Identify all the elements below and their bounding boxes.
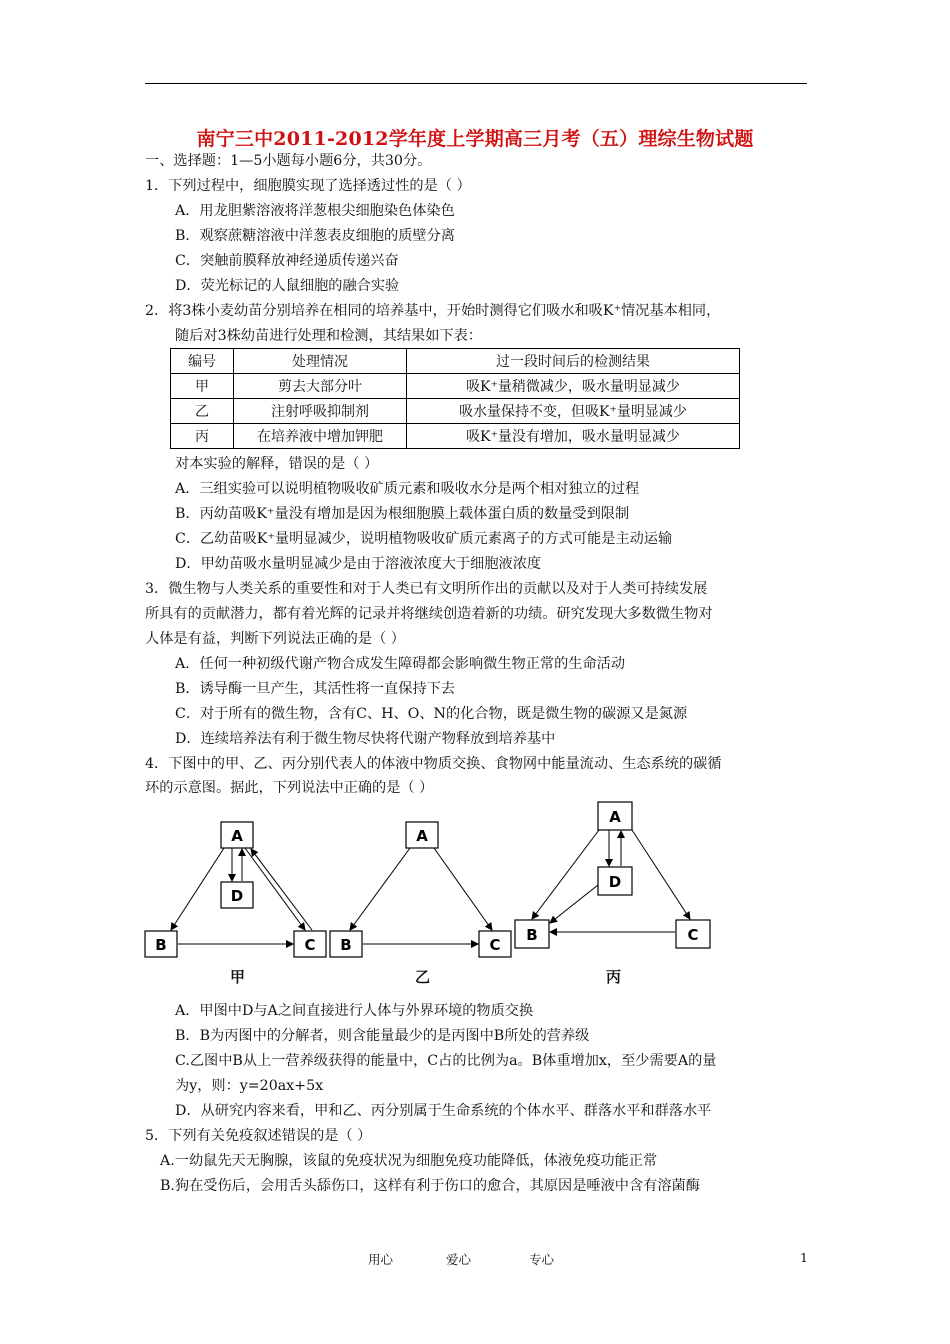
q1-option-d: D．荧光标记的人鼠细胞的融合实验 <box>175 278 400 294</box>
table-cell: 剪去大部分叶 <box>234 374 407 399</box>
question-3: 3．微生物与人类关系的重要性和对于人类已有文明所作出的贡献以及对于人类可持续发展 <box>145 581 708 597</box>
q2-option-b: B．丙幼苗吸K⁺量没有增加是因为根细胞膜上载体蛋白质的数量受到限制 <box>175 506 630 522</box>
q4-option-c: C.乙图中B从上一营养级获得的能量中，C占的比例为a。B体重增加x，至少需要A的量 <box>175 1053 717 1069</box>
q5-option-a: A.一幼鼠先天无胸腺，该鼠的免疫状况为细胞免疫功能降低，体液免疫功能正常 <box>160 1153 658 1169</box>
jia-label-b: B <box>155 936 167 954</box>
footer-middle: 爱心 <box>446 1252 472 1267</box>
table-cell: 丙 <box>171 424 234 449</box>
yi-label-c: C <box>489 936 501 954</box>
q2-option-c: C．乙幼苗吸K⁺量明显减少，说明植物吸收矿质元素离子的方式可能是主动运输 <box>175 531 673 547</box>
bing-label-b: B <box>526 926 538 944</box>
table-cell: 吸水量保持不变，但吸K⁺量明显减少 <box>407 399 740 424</box>
yi-label-b: B <box>340 936 352 954</box>
table-cell: 吸K⁺量没有增加，吸水量明显减少 <box>407 424 740 449</box>
question-4: 4．下图中的甲、乙、丙分别代表人的体液中物质交换、食物网中能量流动、生态系统的碳循 <box>145 756 722 772</box>
page-number: 1 <box>800 1250 808 1265</box>
table-header: 处理情况 <box>234 349 407 374</box>
diagram-caption-yi: 乙 <box>415 968 431 986</box>
q4-option-a: A．甲图中D与A之间直接进行人体与外界环境的物质交换 <box>175 1003 534 1019</box>
bing-label-a: A <box>609 808 621 826</box>
question-5: 5．下列有关免疫叙述错误的是（ ） <box>145 1128 372 1144</box>
diagram-caption-jia: 甲 <box>230 968 246 986</box>
table-cell: 乙 <box>171 399 234 424</box>
q3-option-d: D．连续培养法有利于微生物尽快将代谢产物释放到培养基中 <box>175 731 556 747</box>
q4-option-b: B．B为丙图中的分解者，则含能量最少的是丙图中B所处的营养级 <box>175 1028 590 1044</box>
yi-label-a: A <box>416 827 428 845</box>
question-2-cont: 随后对3株幼苗进行处理和检测，其结果如下表： <box>175 328 482 344</box>
question-2: 2．将3株小麦幼苗分别培养在相同的培养基中，开始时测得它们吸水和吸K⁺情况基本相同， <box>145 303 721 319</box>
q1-option-a: A．用龙胆紫溶液将洋葱根尖细胞染色体染色 <box>175 203 455 219</box>
table-cell: 甲 <box>171 374 234 399</box>
footer-left: 用心 <box>368 1252 394 1267</box>
q3-option-c: C．对于所有的微生物，含有C、H、O、N的化合物，既是微生物的碳源又是氮源 <box>175 706 688 722</box>
table-row <box>171 399 740 424</box>
table-cell: 在培养液中增加钾肥 <box>234 424 407 449</box>
q4-option-c-cont: 为y，则：y=20ax+5x <box>175 1078 324 1094</box>
q1-option-c: C．突触前膜释放神经递质传递兴奋 <box>175 253 399 269</box>
result-table <box>170 348 740 449</box>
jia-label-c: C <box>304 936 316 954</box>
jia-label-a: A <box>231 827 243 845</box>
table-header: 过一段时间后的检测结果 <box>407 349 740 374</box>
diagram-figure <box>140 795 720 995</box>
q3-option-b: B．诱导酶一旦产生，其活性将一直保持下去 <box>175 681 455 697</box>
section-heading: 一、选择题：1—5小题每小题6分，共30分。 <box>145 153 432 169</box>
table-header: 编号 <box>171 349 234 374</box>
q2-option-a: A．三组实验可以说明植物吸收矿质元素和吸收水分是两个相对独立的过程 <box>175 481 640 497</box>
table-header-row <box>171 349 740 374</box>
diagram-caption-bing: 丙 <box>606 968 622 986</box>
q3-option-a: A．任何一种初级代谢产物合成发生障碍都会影响微生物正常的生命活动 <box>175 656 626 672</box>
footer-right: 专心 <box>529 1252 555 1267</box>
q1-option-b: B．观察蔗糖溶液中洋葱表皮细胞的质壁分离 <box>175 228 455 244</box>
bing-label-c: C <box>687 926 699 944</box>
question-3-cont: 所具有的贡献潜力，都有着光辉的记录并将继续创造着新的功绩。研究发现大多数微生物对 <box>145 606 713 622</box>
table-cell: 吸K⁺量稍微减少，吸水量明显减少 <box>407 374 740 399</box>
table-cell: 注射呼吸抑制剂 <box>234 399 407 424</box>
question-3-cont: 人体是有益，判断下列说法正确的是（ ） <box>145 631 405 647</box>
page-title: 南宁三中2011-2012学年度上学期高三月考（五）理综生物试题 <box>196 128 754 150</box>
bing-label-d: D <box>608 873 622 891</box>
q2-option-d: D．甲幼苗吸水量明显减少是由于溶液浓度大于细胞液浓度 <box>175 556 542 572</box>
question-2-prompt: 对本实验的解释，错误的是（ ） <box>175 456 379 472</box>
table-row <box>171 374 740 399</box>
table-row <box>171 424 740 449</box>
question-4-cont: 环的示意图。据此，下列说法中正确的是（ ） <box>145 780 434 796</box>
q5-option-b: B.狗在受伤后，会用舌头舔伤口，这样有利于伤口的愈合，其原因是唾液中含有溶菌酶 <box>160 1178 700 1194</box>
q4-option-d: D．从研究内容来看，甲和乙、丙分别属于生命系统的个体水平、群落水平和群落水平 <box>175 1103 712 1119</box>
jia-label-d: D <box>230 887 244 905</box>
header-rule <box>145 83 807 84</box>
question-1: 1．下列过程中，细胞膜实现了选择透过性的是（ ） <box>145 178 471 194</box>
